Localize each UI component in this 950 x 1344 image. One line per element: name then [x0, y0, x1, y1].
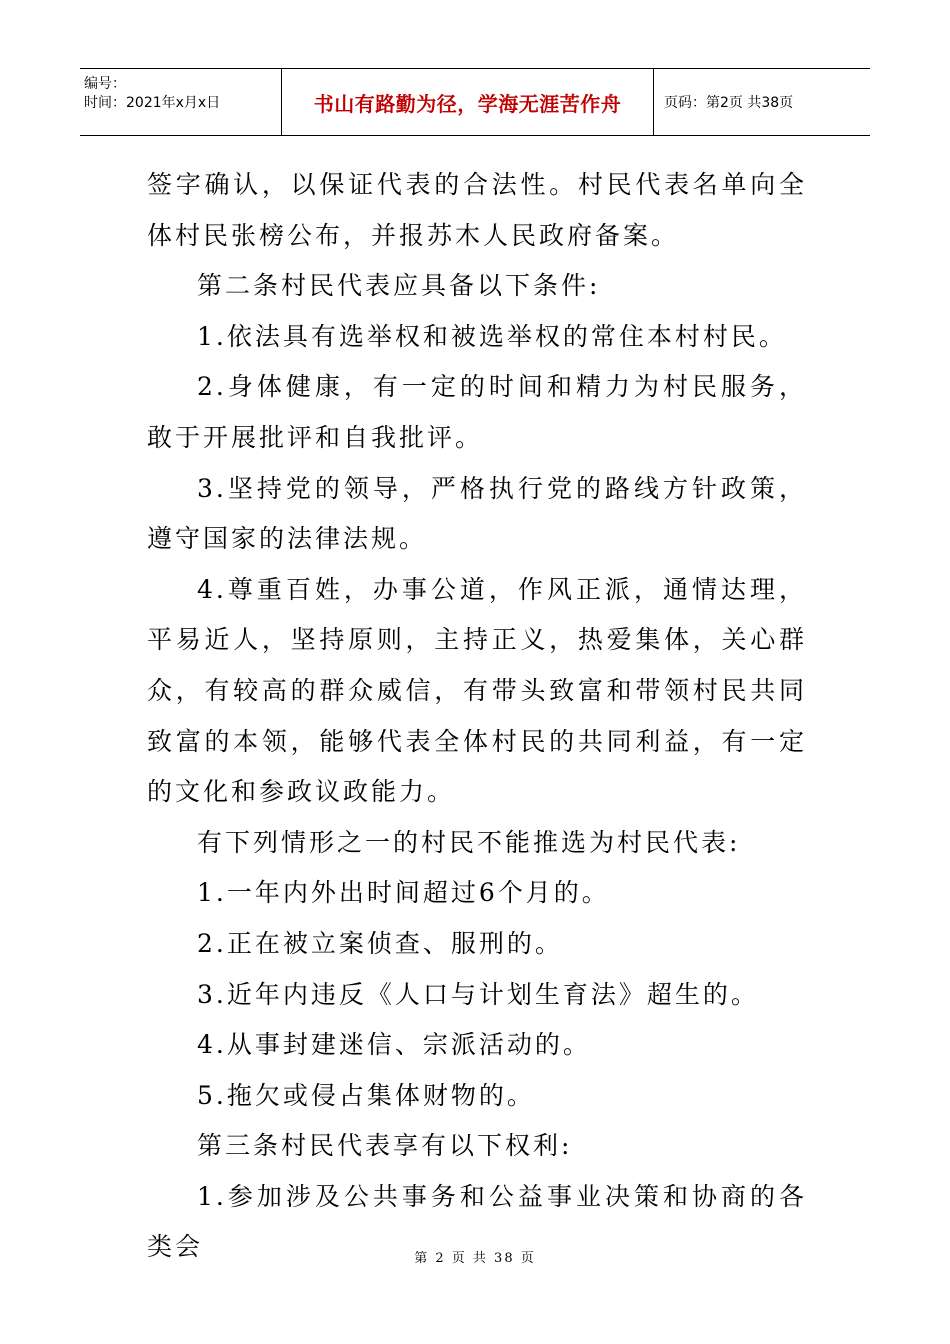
document-number-label: 编号：	[84, 76, 126, 92]
paragraph: 签字确认，以保证代表的合法性。村民代表名单向全体村民张榜公布，并报苏木人民政府备案。	[147, 170, 807, 250]
paragraph: 3.坚持党的领导，严格执行党的路线方针政策，遵守国家的法律法规。	[147, 473, 807, 554]
paragraph: 1.参加涉及公共事务和公益事业决策和协商的各类会	[147, 1181, 807, 1262]
paragraph: 3.近年内违反《人口与计划生育法》超生的。	[197, 979, 759, 1009]
document-body	[147, 160, 807, 1273]
header-meta	[80, 69, 282, 135]
paragraph: 4.从事封建迷信、宗派活动的。	[197, 1030, 591, 1060]
paragraph: 1.一年内外出时间超过6个月的。	[197, 878, 610, 908]
header-page-info: 页码：第2页 共38页	[664, 95, 794, 111]
paragraph: 1.依法具有选举权和被选举权的常住本村村民。	[197, 321, 787, 351]
document-header	[80, 68, 870, 136]
paragraph: 2.正在被立案侦查、服刑的。	[197, 928, 563, 958]
document-date: 时间：2021年x月x日	[84, 95, 221, 111]
page-footer: 第 2 页 共 38 页	[414, 1251, 536, 1266]
paragraph: 4.尊重百姓，办事公道，作风正派，通情达理，平易近人，坚持原则，主持正义，热爱集体，关心群众，有较高的群众威信，有带头致富和带领村民共同致富的本领，能够代表全体村民的共同利益，有一定的文化和参政议政能力。	[147, 574, 807, 807]
header-motto: 书山有路勤为径，学海无涯苦作舟	[282, 69, 654, 135]
paragraph: 第三条村民代表享有以下权利:	[197, 1131, 573, 1161]
paragraph: 5.拖欠或侵占集体财物的。	[197, 1080, 535, 1110]
paragraph: 有下列情形之一的村民不能推选为村民代表:	[197, 827, 741, 857]
paragraph: 第二条村民代表应具备以下条件:	[197, 271, 601, 301]
paragraph: 2.身体健康，有一定的时间和精力为村民服务，敢于开展批评和自我批评。	[147, 372, 807, 452]
